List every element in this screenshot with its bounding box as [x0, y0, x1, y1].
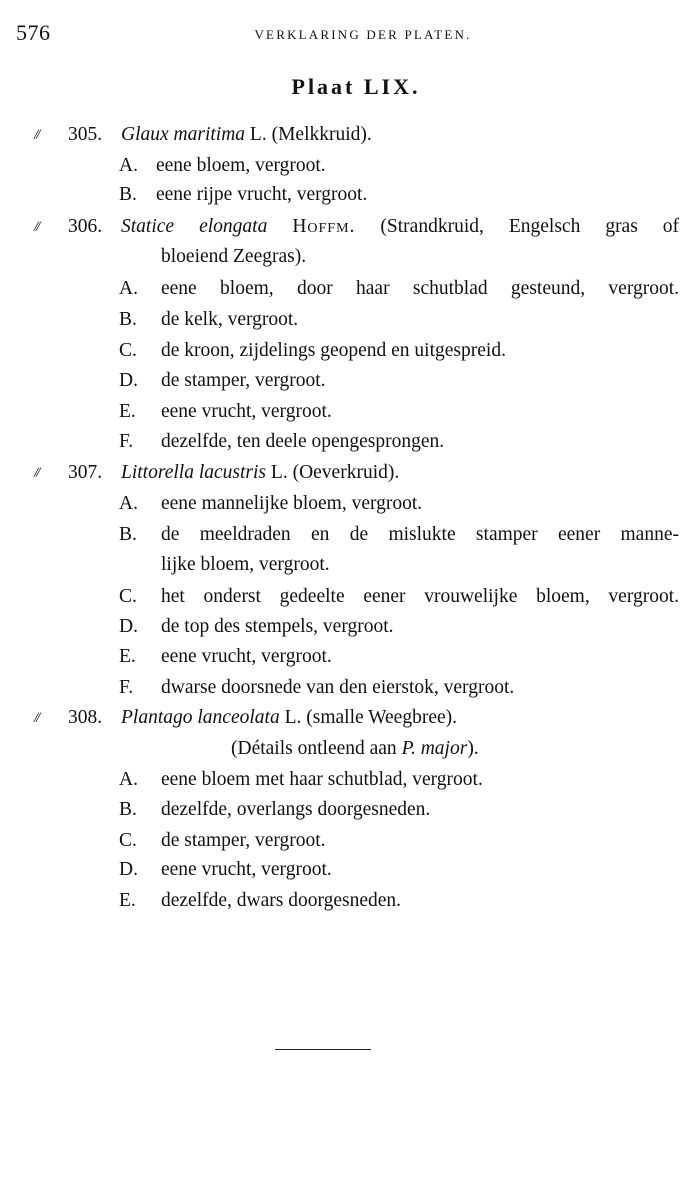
- item-text: de meeldraden en de mislukte stamper eener manne-: [161, 524, 679, 545]
- page-number: 576: [16, 20, 51, 45]
- common-name: (Strandkruid, Engelsch gras of: [380, 216, 680, 237]
- common-name: (Melkkruid).: [271, 124, 372, 145]
- genus: Littorella: [121, 462, 194, 483]
- author: L.: [249, 124, 267, 145]
- ditto-mark: //: [34, 219, 39, 235]
- common-name: (Oeverkruid).: [292, 462, 400, 483]
- item-text: de stamper, vergroot.: [161, 370, 326, 391]
- continuation-text: bloeiend Zeegras).: [161, 246, 307, 267]
- item-text: dezelfde, dwars doorgesneden.: [161, 890, 402, 911]
- running-head: VERKLARING DER PLATEN.: [254, 27, 472, 42]
- entry-number: 306.: [68, 216, 103, 237]
- author: L.: [270, 462, 288, 483]
- item-text: dezelfde, ten deele opengesprongen.: [161, 431, 445, 452]
- species-epithet: lanceolata: [197, 707, 280, 728]
- item-letter: E.: [119, 646, 136, 667]
- item-text: eene mannelijke bloem, vergroot.: [161, 493, 423, 514]
- item-letter: B.: [119, 524, 137, 545]
- item-letter: A.: [119, 769, 138, 790]
- item-letter: C.: [119, 830, 137, 851]
- author: Hoffm.: [292, 216, 356, 237]
- item-text: eene vrucht, vergroot.: [161, 859, 332, 880]
- detail-note-taxon: P. major: [401, 738, 468, 759]
- item-text: de top des stempels, vergroot.: [161, 616, 394, 637]
- species-name: [121, 123, 372, 147]
- species-epithet: lacustris: [198, 462, 267, 483]
- author: L.: [284, 707, 302, 728]
- item-letter: A.: [119, 155, 138, 176]
- item-letter: C.: [119, 586, 137, 607]
- species-name: [121, 706, 457, 730]
- item-letter: E.: [119, 401, 136, 422]
- detail-note-text: [231, 737, 479, 761]
- item-letter: F.: [119, 431, 134, 452]
- species-epithet: maritima: [173, 124, 246, 145]
- item-text: de kroon, zijdelings geopend en uitgespreid.: [161, 340, 506, 361]
- detail-note-suffix: ).: [467, 738, 479, 759]
- item-letter: D.: [119, 370, 138, 391]
- common-name: (smalle Weegbree).: [306, 707, 457, 728]
- item-text: de kelk, vergroot.: [161, 309, 299, 330]
- item-letter: C.: [119, 340, 137, 361]
- item-letter: D.: [119, 616, 138, 637]
- species-name: [121, 461, 399, 485]
- item-text: eene vrucht, vergroot.: [161, 401, 332, 422]
- genus: Glaux: [121, 124, 169, 145]
- entry-number: 307.: [68, 462, 103, 483]
- item-text: eene bloem, vergroot.: [156, 155, 326, 176]
- species-epithet: elongata: [199, 216, 268, 237]
- genus: Statice: [121, 216, 175, 237]
- ditto-mark: //: [34, 465, 39, 481]
- item-text: dezelfde, overlangs doorgesneden.: [161, 799, 431, 820]
- end-rule: [275, 1049, 371, 1050]
- item-text: dwarse doorsnede van den eierstok, vergroot.: [161, 677, 515, 698]
- item-text: eene bloem met haar schutblad, vergroot.: [161, 769, 483, 790]
- item-letter: A.: [119, 493, 138, 514]
- item-text: eene rijpe vrucht, vergroot.: [156, 184, 368, 205]
- entry-number: 308.: [68, 707, 103, 728]
- item-text: eene bloem, door haar schutblad gesteund, vergroot.: [161, 278, 679, 299]
- item-text: eene vrucht, vergroot.: [161, 646, 332, 667]
- item-letter: E.: [119, 890, 136, 911]
- ditto-mark: //: [34, 710, 39, 726]
- item-text: lijke bloem, vergroot.: [161, 554, 330, 575]
- item-letter: B.: [119, 309, 137, 330]
- item-text: het onderst gedeelte eener vrouwelijke bloem, vergroot.: [161, 586, 679, 607]
- item-letter: D.: [119, 859, 138, 880]
- ditto-mark: //: [34, 127, 39, 143]
- item-letter: A.: [119, 278, 138, 299]
- item-letter: B.: [119, 799, 137, 820]
- item-text: de stamper, vergroot.: [161, 830, 326, 851]
- detail-note-prefix: (Détails ontleend aan: [231, 738, 397, 759]
- species-name: [121, 215, 679, 239]
- entry-number: 305.: [68, 124, 103, 145]
- item-letter: F.: [119, 677, 134, 698]
- plate-title: Plaat LIX.: [291, 74, 421, 99]
- genus: Plantago: [121, 707, 193, 728]
- item-letter: B.: [119, 184, 137, 205]
